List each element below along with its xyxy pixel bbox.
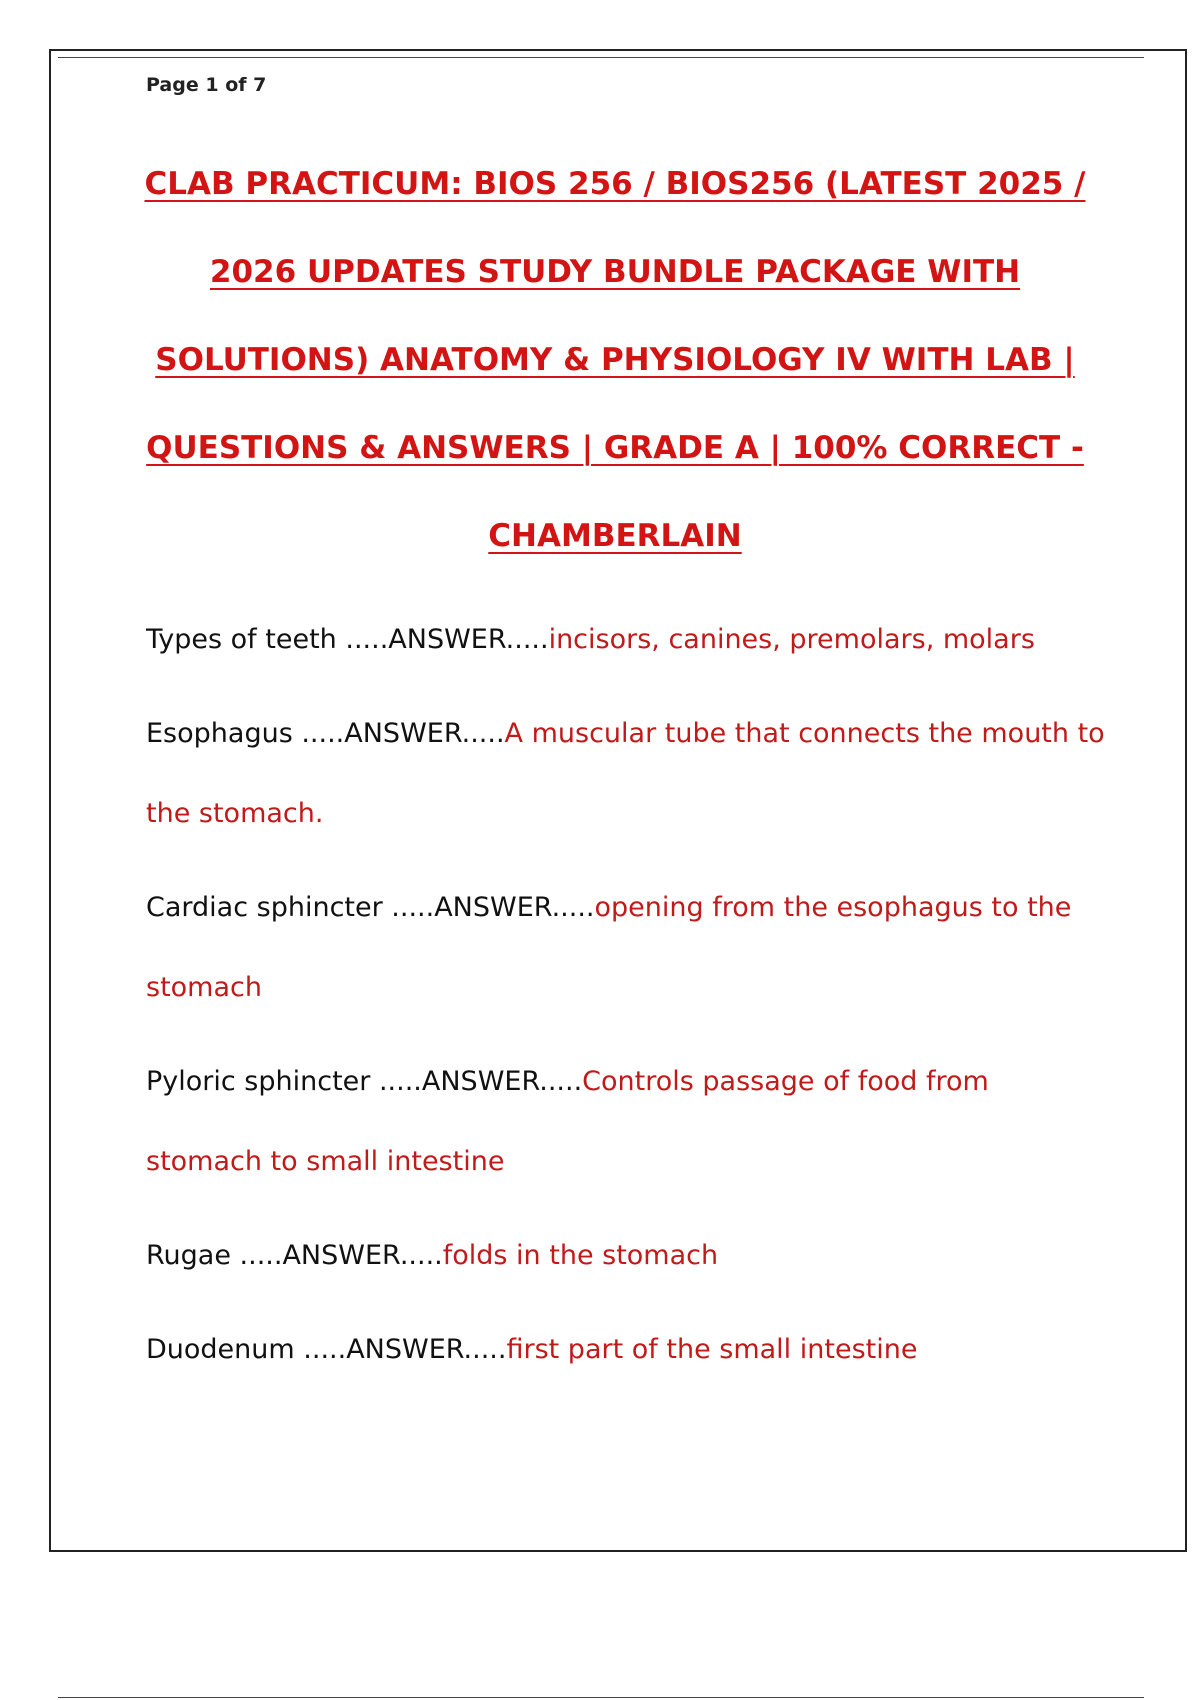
page-number-of: of [225, 74, 247, 96]
page-footer-rule [58, 1697, 1144, 1698]
qa-item [146, 1216, 1106, 1296]
document-title: CLAB PRACTICUM: BIOS 256 / BIOS256 (LATEST 2025 / 2026 UPDATES STUDY BUNDLE PACKAGE WITH SOLUTIONS) ANATOMY & PHYSIOLOGY IV WITH LAB | QUESTIONS & ANSWERS | GRADE A | 100% CORRECT - CHAMBERLAIN [144, 166, 1086, 554]
answer-marker: .....ANSWER..... [378, 1066, 583, 1097]
page-number [146, 74, 266, 96]
qa-answer: folds in the stomach [442, 1240, 719, 1271]
qa-item [146, 600, 1106, 680]
qa-item [146, 868, 1106, 1028]
qa-answer: incisors, canines, premolars, molars [548, 624, 1035, 655]
page-number-current: 1 [205, 74, 219, 96]
qa-answer: Controls passage of food from stomach to small intestine [146, 1066, 989, 1177]
qa-answer: opening from the esophagus to the stomach [146, 892, 1072, 1003]
page-number-label: Page [146, 74, 199, 96]
qa-item [146, 1310, 1106, 1390]
qa-term: Duodenum [146, 1334, 304, 1365]
answer-marker: .....ANSWER..... [239, 1240, 443, 1271]
qa-term: Esophagus [146, 718, 302, 749]
qa-term: Types of teeth [146, 624, 346, 655]
answer-marker: .....ANSWER..... [301, 718, 505, 749]
qa-list [146, 600, 1106, 1404]
answer-marker: .....ANSWER..... [303, 1334, 507, 1365]
qa-item [146, 694, 1106, 854]
answer-marker: .....ANSWER..... [391, 892, 595, 923]
qa-answer: first part of the small intestine [506, 1334, 918, 1365]
qa-term: Rugae [146, 1240, 240, 1271]
qa-answer: A muscular tube that connects the mouth to the stomach. [146, 718, 1105, 829]
qa-term: Cardiac sphincter [146, 892, 392, 923]
qa-term: Pyloric sphincter [146, 1066, 379, 1097]
page-number-total: 7 [253, 74, 267, 96]
answer-marker: .....ANSWER..... [345, 624, 549, 655]
qa-item [146, 1042, 1106, 1202]
